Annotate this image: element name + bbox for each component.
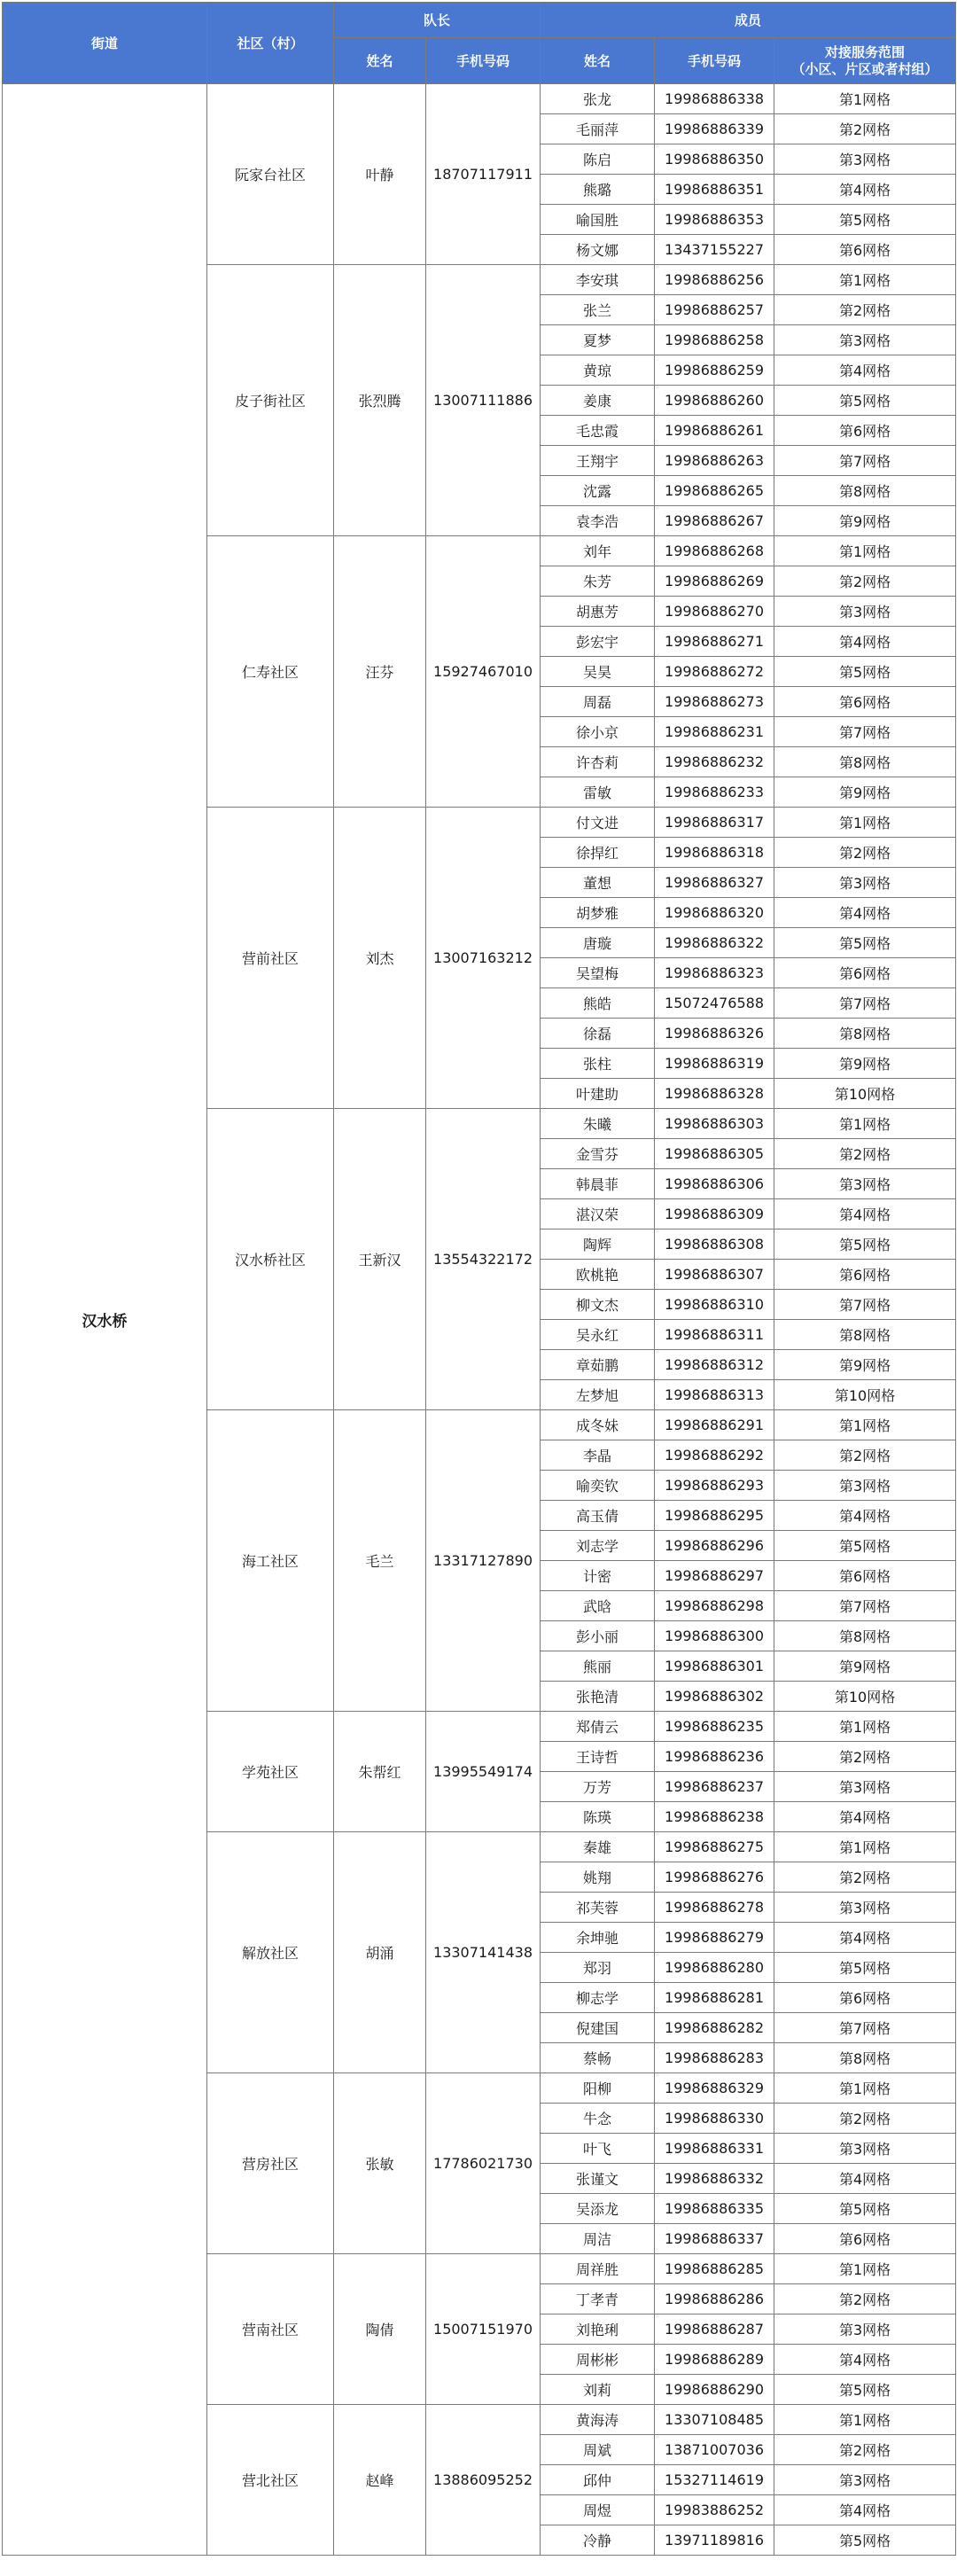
member-phone-cell: 19986886318 — [655, 838, 774, 868]
service-scope-cell: 第4网格 — [774, 1923, 956, 1953]
member-phone-cell: 19986886307 — [655, 1260, 774, 1290]
member-phone-cell: 19986886236 — [655, 1742, 774, 1772]
service-scope-cell: 第5网格 — [774, 2525, 956, 2556]
member-name-cell: 彭小丽 — [541, 1621, 655, 1651]
member-name-cell: 许杏莉 — [541, 747, 655, 777]
service-scope-cell: 第5网格 — [774, 1531, 956, 1561]
service-scope-cell: 第3网格 — [774, 597, 956, 627]
member-phone-cell: 19986886283 — [655, 2043, 774, 2073]
member-name-cell: 李安琪 — [541, 265, 655, 295]
member-name-cell: 章茹鹏 — [541, 1350, 655, 1380]
service-scope-cell: 第5网格 — [774, 2375, 956, 2405]
member-name-cell: 毛丽萍 — [541, 114, 655, 144]
service-scope-cell: 第8网格 — [774, 747, 956, 777]
member-name-cell: 周斌 — [541, 2435, 655, 2465]
member-phone-cell: 19986886265 — [655, 476, 774, 506]
member-name-cell: 周煜 — [541, 2495, 655, 2525]
service-scope-cell: 第1网格 — [774, 536, 956, 566]
member-name-cell: 唐璇 — [541, 928, 655, 958]
leader-name-cell: 胡涌 — [334, 1832, 426, 2073]
community-name-cell: 海工社区 — [207, 1410, 334, 1712]
member-name-cell: 柳文杰 — [541, 1290, 655, 1320]
member-name-cell: 毛忠霞 — [541, 416, 655, 446]
service-scope-cell: 第4网格 — [774, 2345, 956, 2375]
member-name-cell: 万芳 — [541, 1772, 655, 1802]
member-name-cell: 姚翔 — [541, 1862, 655, 1893]
member-name-cell: 黄海涛 — [541, 2405, 655, 2435]
member-name-cell: 姜康 — [541, 386, 655, 416]
service-scope-cell: 第5网格 — [774, 657, 956, 687]
member-phone-cell: 19986886303 — [655, 1109, 774, 1139]
community-name-cell: 汉水桥社区 — [207, 1109, 334, 1410]
member-phone-cell: 19986886261 — [655, 416, 774, 446]
member-name-cell: 高玉倩 — [541, 1501, 655, 1531]
member-phone-cell: 19983886252 — [655, 2495, 774, 2525]
member-phone-cell: 19986886270 — [655, 597, 774, 627]
member-phone-cell: 19986886330 — [655, 2104, 774, 2134]
service-scope-cell: 第4网格 — [774, 1199, 956, 1229]
member-phone-cell: 19986886231 — [655, 717, 774, 747]
member-name-cell: 张柱 — [541, 1049, 655, 1079]
member-phone-cell: 19986886256 — [655, 265, 774, 295]
member-name-cell: 王诗哲 — [541, 1742, 655, 1772]
member-name-cell: 丁孝青 — [541, 2284, 655, 2314]
member-name-cell: 徐小京 — [541, 717, 655, 747]
member-name-cell: 袁李浩 — [541, 506, 655, 536]
member-name-cell: 董想 — [541, 868, 655, 898]
member-name-cell: 余坤驰 — [541, 1923, 655, 1953]
member-phone-cell: 19986886335 — [655, 2194, 774, 2224]
service-scope-cell: 第6网格 — [774, 687, 956, 717]
member-name-cell: 秦雄 — [541, 1832, 655, 1862]
service-scope-cell: 第5网格 — [774, 928, 956, 958]
member-phone-cell: 19986886310 — [655, 1290, 774, 1320]
service-scope-cell: 第1网格 — [774, 2073, 956, 2104]
header-member-name: 姓名 — [541, 38, 655, 84]
member-name-cell: 朱芳 — [541, 566, 655, 597]
service-scope-cell: 第7网格 — [774, 446, 956, 476]
service-scope-cell: 第2网格 — [774, 838, 956, 868]
member-phone-cell: 13871007036 — [655, 2435, 774, 2465]
member-name-cell: 徐捍红 — [541, 838, 655, 868]
member-phone-cell: 19986886296 — [655, 1531, 774, 1561]
member-name-cell: 熊皓 — [541, 988, 655, 1019]
service-scope-cell: 第1网格 — [774, 1410, 956, 1440]
member-phone-cell: 19986886275 — [655, 1832, 774, 1862]
member-phone-cell: 19986886302 — [655, 1682, 774, 1712]
service-scope-cell: 第9网格 — [774, 506, 956, 536]
member-phone-cell: 19986886323 — [655, 958, 774, 988]
member-phone-cell: 19986886292 — [655, 1440, 774, 1471]
service-scope-cell: 第1网格 — [774, 808, 956, 838]
member-phone-cell: 15327114619 — [655, 2465, 774, 2495]
member-name-cell: 陈启 — [541, 144, 655, 175]
member-name-cell: 陶辉 — [541, 1229, 655, 1260]
table-row — [3, 84, 956, 114]
service-scope-cell: 第6网格 — [774, 1983, 956, 2013]
service-scope-cell: 第1网格 — [774, 1832, 956, 1862]
member-phone-cell: 19986886306 — [655, 1169, 774, 1199]
member-phone-cell: 19986886259 — [655, 355, 774, 386]
header-scope-line2: （小区、片区或者村组） — [791, 60, 938, 77]
member-name-cell: 冷静 — [541, 2525, 655, 2556]
member-name-cell: 黄琼 — [541, 355, 655, 386]
member-name-cell: 吴望梅 — [541, 958, 655, 988]
member-phone-cell: 19986886289 — [655, 2345, 774, 2375]
member-name-cell: 周彬彬 — [541, 2345, 655, 2375]
service-scope-cell: 第8网格 — [774, 1320, 956, 1350]
member-name-cell: 张艳清 — [541, 1682, 655, 1712]
leader-name-cell: 刘杰 — [334, 808, 426, 1109]
member-phone-cell: 19986886326 — [655, 1019, 774, 1049]
service-scope-cell: 第5网格 — [774, 2194, 956, 2224]
leader-phone-cell: 18707117911 — [426, 84, 541, 265]
table-header — [3, 3, 956, 84]
street-cell: 汉水桥 — [3, 84, 207, 2556]
member-name-cell: 祁芙蓉 — [541, 1893, 655, 1923]
member-phone-cell: 19986886276 — [655, 1862, 774, 1893]
member-name-cell: 熊璐 — [541, 175, 655, 205]
member-name-cell: 喻国胜 — [541, 205, 655, 235]
member-name-cell: 韩晨菲 — [541, 1169, 655, 1199]
header-scope-line1: 对接服务范围 — [825, 43, 906, 60]
community-name-cell: 营南社区 — [207, 2254, 334, 2405]
member-name-cell: 郑倩云 — [541, 1712, 655, 1742]
service-scope-cell: 第2网格 — [774, 2284, 956, 2314]
member-name-cell: 彭宏宇 — [541, 627, 655, 657]
leader-name-cell: 张敏 — [334, 2073, 426, 2254]
community-name-cell: 营北社区 — [207, 2405, 334, 2556]
member-phone-cell: 19986886278 — [655, 1893, 774, 1923]
member-phone-cell: 13437155227 — [655, 235, 774, 265]
service-scope-cell: 第6网格 — [774, 958, 956, 988]
member-phone-cell: 19986886257 — [655, 295, 774, 325]
leader-name-cell: 毛兰 — [334, 1410, 426, 1712]
member-name-cell: 吴添龙 — [541, 2194, 655, 2224]
header-leader-phone: 手机号码 — [426, 38, 541, 84]
leader-phone-cell: 13007111886 — [426, 265, 541, 536]
member-phone-cell: 19986886290 — [655, 2375, 774, 2405]
service-scope-cell: 第3网格 — [774, 1169, 956, 1199]
member-phone-cell: 19986886332 — [655, 2164, 774, 2194]
member-name-cell: 张龙 — [541, 84, 655, 114]
service-scope-cell: 第8网格 — [774, 476, 956, 506]
member-phone-cell: 19986886337 — [655, 2224, 774, 2254]
member-phone-cell: 19986886232 — [655, 747, 774, 777]
member-name-cell: 郑羽 — [541, 1953, 655, 1983]
service-scope-cell: 第2网格 — [774, 1139, 956, 1169]
leader-phone-cell: 13886095252 — [426, 2405, 541, 2556]
header-member-phone: 手机号码 — [655, 38, 774, 84]
member-name-cell: 喻奕钦 — [541, 1471, 655, 1501]
leader-phone-cell: 15927467010 — [426, 536, 541, 808]
member-phone-cell: 19986886308 — [655, 1229, 774, 1260]
member-name-cell: 蔡畅 — [541, 2043, 655, 2073]
member-name-cell: 左梦旭 — [541, 1380, 655, 1410]
service-scope-cell: 第10网格 — [774, 1380, 956, 1410]
member-phone-cell: 19986886301 — [655, 1651, 774, 1682]
header-community: 社区（村） — [207, 3, 334, 84]
member-name-cell: 周磊 — [541, 687, 655, 717]
member-phone-cell: 19986886282 — [655, 2013, 774, 2043]
member-phone-cell: 19986886309 — [655, 1199, 774, 1229]
service-scope-cell: 第1网格 — [774, 1712, 956, 1742]
header-row-1 — [3, 3, 956, 38]
member-name-cell: 沈露 — [541, 476, 655, 506]
member-phone-cell: 19986886286 — [655, 2284, 774, 2314]
community-name-cell: 学苑社区 — [207, 1712, 334, 1832]
service-scope-cell: 第2网格 — [774, 114, 956, 144]
table-body — [3, 84, 956, 2556]
member-phone-cell: 19986886233 — [655, 777, 774, 808]
service-scope-cell: 第6网格 — [774, 235, 956, 265]
service-scope-cell: 第7网格 — [774, 1591, 956, 1621]
member-phone-cell: 19986886269 — [655, 566, 774, 597]
member-name-cell: 邱仲 — [541, 2465, 655, 2495]
service-scope-cell: 第3网格 — [774, 868, 956, 898]
service-scope-cell: 第1网格 — [774, 2254, 956, 2284]
member-phone-cell: 19986886312 — [655, 1350, 774, 1380]
member-phone-cell: 19986886327 — [655, 868, 774, 898]
member-phone-cell: 19986886350 — [655, 144, 774, 175]
service-scope-cell: 第3网格 — [774, 1893, 956, 1923]
leader-phone-cell: 15007151970 — [426, 2254, 541, 2405]
service-scope-cell: 第1网格 — [774, 2405, 956, 2435]
member-name-cell: 刘艳琍 — [541, 2314, 655, 2345]
member-name-cell: 杨文娜 — [541, 235, 655, 265]
member-phone-cell: 19986886287 — [655, 2314, 774, 2345]
community-name-cell: 营房社区 — [207, 2073, 334, 2254]
service-scope-cell: 第1网格 — [774, 1109, 956, 1139]
member-phone-cell: 19986886300 — [655, 1621, 774, 1651]
service-scope-cell: 第4网格 — [774, 2164, 956, 2194]
member-phone-cell: 19986886260 — [655, 386, 774, 416]
leader-phone-cell: 13995549174 — [426, 1712, 541, 1832]
member-phone-cell: 19986886329 — [655, 2073, 774, 2104]
service-scope-cell: 第5网格 — [774, 1953, 956, 1983]
grid-staff-table — [2, 2, 956, 2556]
service-scope-cell: 第10网格 — [774, 1682, 956, 1712]
service-scope-cell: 第4网格 — [774, 175, 956, 205]
header-street: 街道 — [3, 3, 207, 84]
member-name-cell: 熊丽 — [541, 1651, 655, 1682]
member-phone-cell: 15072476588 — [655, 988, 774, 1019]
leader-name-cell: 汪芬 — [334, 536, 426, 808]
header-leader: 队长 — [334, 3, 541, 38]
service-scope-cell: 第6网格 — [774, 416, 956, 446]
member-name-cell: 张兰 — [541, 295, 655, 325]
member-phone-cell: 19986886279 — [655, 1923, 774, 1953]
service-scope-cell: 第3网格 — [774, 2314, 956, 2345]
service-scope-cell: 第2网格 — [774, 2104, 956, 2134]
member-phone-cell: 19986886322 — [655, 928, 774, 958]
member-name-cell: 牛念 — [541, 2104, 655, 2134]
service-scope-cell: 第8网格 — [774, 1621, 956, 1651]
member-phone-cell: 19986886258 — [655, 325, 774, 355]
member-name-cell: 胡惠芳 — [541, 597, 655, 627]
leader-name-cell: 张烈腾 — [334, 265, 426, 536]
service-scope-cell: 第10网格 — [774, 1079, 956, 1109]
service-scope-cell: 第6网格 — [774, 1260, 956, 1290]
service-scope-cell: 第8网格 — [774, 2043, 956, 2073]
leader-phone-cell: 13554322172 — [426, 1109, 541, 1410]
member-name-cell: 刘志学 — [541, 1531, 655, 1561]
header-leader-name: 姓名 — [334, 38, 426, 84]
member-name-cell: 叶建助 — [541, 1079, 655, 1109]
member-name-cell: 吴昊 — [541, 657, 655, 687]
service-scope-cell: 第4网格 — [774, 627, 956, 657]
service-scope-cell: 第9网格 — [774, 1350, 956, 1380]
service-scope-cell: 第6网格 — [774, 1561, 956, 1591]
member-name-cell: 湛汉荣 — [541, 1199, 655, 1229]
service-scope-cell: 第1网格 — [774, 84, 956, 114]
service-scope-cell: 第9网格 — [774, 777, 956, 808]
member-name-cell: 张谨文 — [541, 2164, 655, 2194]
member-name-cell: 叶飞 — [541, 2134, 655, 2164]
service-scope-cell: 第4网格 — [774, 355, 956, 386]
service-scope-cell: 第4网格 — [774, 898, 956, 928]
community-name-cell: 皮子街社区 — [207, 265, 334, 536]
leader-phone-cell: 17786021730 — [426, 2073, 541, 2254]
service-scope-cell: 第2网格 — [774, 295, 956, 325]
member-phone-cell: 19986886311 — [655, 1320, 774, 1350]
service-scope-cell: 第4网格 — [774, 2495, 956, 2525]
member-phone-cell: 19986886317 — [655, 808, 774, 838]
member-name-cell: 柳志学 — [541, 1983, 655, 2013]
member-name-cell: 计密 — [541, 1561, 655, 1591]
member-phone-cell: 19986886295 — [655, 1501, 774, 1531]
service-scope-cell: 第5网格 — [774, 205, 956, 235]
member-phone-cell: 19986886338 — [655, 84, 774, 114]
member-phone-cell: 19986886293 — [655, 1471, 774, 1501]
member-phone-cell: 19986886280 — [655, 1953, 774, 1983]
member-name-cell: 吴永红 — [541, 1320, 655, 1350]
member-phone-cell: 19986886263 — [655, 446, 774, 476]
service-scope-cell: 第6网格 — [774, 2224, 956, 2254]
member-name-cell: 徐磊 — [541, 1019, 655, 1049]
member-name-cell: 夏梦 — [541, 325, 655, 355]
member-phone-cell: 19986886297 — [655, 1561, 774, 1591]
service-scope-cell: 第3网格 — [774, 2134, 956, 2164]
service-scope-cell: 第3网格 — [774, 1772, 956, 1802]
leader-name-cell: 赵峰 — [334, 2405, 426, 2556]
member-name-cell: 刘莉 — [541, 2375, 655, 2405]
member-phone-cell: 19986886291 — [655, 1410, 774, 1440]
member-phone-cell: 19986886273 — [655, 687, 774, 717]
service-scope-cell: 第1网格 — [774, 265, 956, 295]
member-name-cell: 周洁 — [541, 2224, 655, 2254]
leader-name-cell: 叶静 — [334, 84, 426, 265]
member-phone-cell: 19986886319 — [655, 1049, 774, 1079]
member-phone-cell: 19986886285 — [655, 2254, 774, 2284]
header-members: 成员 — [541, 3, 956, 38]
service-scope-cell: 第5网格 — [774, 386, 956, 416]
header-service-scope — [774, 38, 956, 84]
member-phone-cell: 19986886320 — [655, 898, 774, 928]
member-phone-cell: 13307108485 — [655, 2405, 774, 2435]
leader-name-cell: 陶倩 — [334, 2254, 426, 2405]
leader-name-cell: 朱帮红 — [334, 1712, 426, 1832]
member-phone-cell: 19986886267 — [655, 506, 774, 536]
community-name-cell: 阮家台社区 — [207, 84, 334, 265]
service-scope-cell: 第8网格 — [774, 1019, 956, 1049]
leader-phone-cell: 13007163212 — [426, 808, 541, 1109]
member-phone-cell: 19986886339 — [655, 114, 774, 144]
service-scope-cell: 第3网格 — [774, 325, 956, 355]
leader-phone-cell: 13307141438 — [426, 1832, 541, 2073]
member-name-cell: 胡梦雅 — [541, 898, 655, 928]
member-name-cell: 刘年 — [541, 536, 655, 566]
service-scope-cell: 第3网格 — [774, 144, 956, 175]
member-name-cell: 倪建国 — [541, 2013, 655, 2043]
member-phone-cell: 19986886331 — [655, 2134, 774, 2164]
service-scope-cell: 第2网格 — [774, 2435, 956, 2465]
member-phone-cell: 19986886268 — [655, 536, 774, 566]
member-name-cell: 王翔宇 — [541, 446, 655, 476]
member-name-cell: 周祥胜 — [541, 2254, 655, 2284]
service-scope-cell: 第7网格 — [774, 2013, 956, 2043]
member-phone-cell: 19986886353 — [655, 205, 774, 235]
leader-name-cell: 王新汉 — [334, 1109, 426, 1410]
service-scope-cell: 第9网格 — [774, 1651, 956, 1682]
member-name-cell: 武晗 — [541, 1591, 655, 1621]
member-phone-cell: 19986886238 — [655, 1802, 774, 1832]
service-scope-cell: 第4网格 — [774, 1501, 956, 1531]
service-scope-cell: 第7网格 — [774, 988, 956, 1019]
service-scope-cell: 第2网格 — [774, 1742, 956, 1772]
member-phone-cell: 19986886305 — [655, 1139, 774, 1169]
member-name-cell: 付文进 — [541, 808, 655, 838]
member-phone-cell: 19986886313 — [655, 1380, 774, 1410]
service-scope-cell: 第5网格 — [774, 1229, 956, 1260]
member-name-cell: 李晶 — [541, 1440, 655, 1471]
service-scope-cell: 第7网格 — [774, 1290, 956, 1320]
member-name-cell: 金雪芬 — [541, 1139, 655, 1169]
service-scope-cell: 第9网格 — [774, 1049, 956, 1079]
member-phone-cell: 13971189816 — [655, 2525, 774, 2556]
service-scope-cell: 第2网格 — [774, 1862, 956, 1893]
community-name-cell: 营前社区 — [207, 808, 334, 1109]
member-name-cell: 成冬妹 — [541, 1410, 655, 1440]
member-name-cell: 阳柳 — [541, 2073, 655, 2104]
member-phone-cell: 19986886298 — [655, 1591, 774, 1621]
member-phone-cell: 19986886271 — [655, 627, 774, 657]
service-scope-cell: 第7网格 — [774, 717, 956, 747]
member-name-cell: 雷敏 — [541, 777, 655, 808]
leader-phone-cell: 13317127890 — [426, 1410, 541, 1712]
member-phone-cell: 19986886237 — [655, 1772, 774, 1802]
service-scope-cell: 第3网格 — [774, 1471, 956, 1501]
member-phone-cell: 19986886235 — [655, 1712, 774, 1742]
service-scope-cell: 第3网格 — [774, 2465, 956, 2495]
service-scope-cell: 第2网格 — [774, 566, 956, 597]
service-scope-cell: 第2网格 — [774, 1440, 956, 1471]
member-name-cell: 陈瑛 — [541, 1802, 655, 1832]
community-name-cell: 仁寿社区 — [207, 536, 334, 808]
member-phone-cell: 19986886272 — [655, 657, 774, 687]
member-name-cell: 朱曦 — [541, 1109, 655, 1139]
member-phone-cell: 19986886351 — [655, 175, 774, 205]
community-name-cell: 解放社区 — [207, 1832, 334, 2073]
member-phone-cell: 19986886281 — [655, 1983, 774, 2013]
member-name-cell: 欧桃艳 — [541, 1260, 655, 1290]
service-scope-cell: 第4网格 — [774, 1802, 956, 1832]
member-phone-cell: 19986886328 — [655, 1079, 774, 1109]
